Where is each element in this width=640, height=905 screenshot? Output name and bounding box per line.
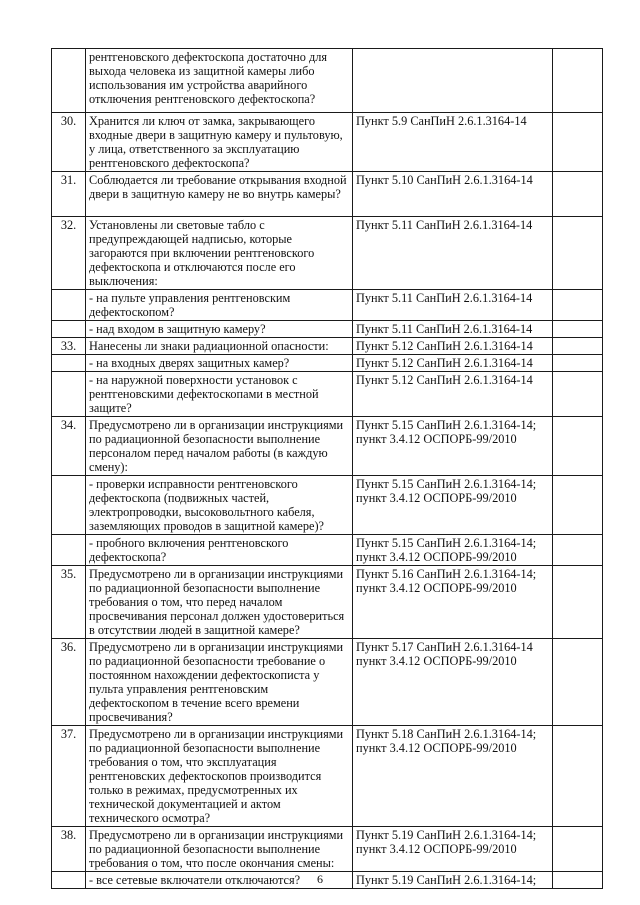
reference-text: Пункт 5.10 СанПиН 2.6.1.3164-14 <box>353 172 553 217</box>
question-text: - проверки исправности рентгеновского дефектоскопа (подвижных частей, электропроводки, высоковольтного кабеля, заземляющих проводов в защитной камере)? <box>86 476 353 535</box>
item-number: 30. <box>52 113 86 172</box>
answer-cell <box>553 172 603 217</box>
item-number <box>52 535 86 566</box>
reference-text: Пункт 5.12 СанПиН 2.6.1.3164-14 <box>353 355 553 372</box>
question-text: Предусмотрено ли в организации инструкциями по радиационной безопасности выполнение персоналом перед началом работы (в каждую смену): <box>86 417 353 476</box>
question-text: Нанесены ли знаки радиационной опасности: <box>86 338 353 355</box>
table-row <box>52 476 603 535</box>
question-text: Соблюдается ли требование открывания входной двери в защитную камеру не во внутрь камеры? <box>86 172 353 217</box>
reference-text: Пункт 5.15 СанПиН 2.6.1.3164-14; пункт 3.4.12 ОСПОРБ-99/2010 <box>353 417 553 476</box>
table-row <box>52 217 603 290</box>
answer-cell <box>553 476 603 535</box>
table-row <box>52 639 603 726</box>
item-number: 32. <box>52 217 86 290</box>
question-text: Предусмотрено ли в организации инструкциями по радиационной безопасности требование о постоянном нахождении дефектоскописта у пульта управления рентгеновским дефектоскопом в течение всего времени просвечивания? <box>86 639 353 726</box>
item-number: 37. <box>52 726 86 827</box>
question-text: - на пульте управления рентгеновским дефектоскопом? <box>86 290 353 321</box>
checklist-table <box>51 48 603 889</box>
answer-cell <box>553 113 603 172</box>
table-row <box>52 113 603 172</box>
table-row <box>52 827 603 872</box>
answer-cell <box>553 726 603 827</box>
question-text: - над входом в защитную камеру? <box>86 321 353 338</box>
question-text: рентгеновского дефектоскопа достаточно для выхода человека из защитной камеры либо использования им устройства аварийного отключения рентгеновского дефектоскопа? <box>86 49 353 113</box>
checklist-body <box>52 49 603 889</box>
question-text: Предусмотрено ли в организации инструкциями по радиационной безопасности выполнение требования о том, что после окончания смены: <box>86 827 353 872</box>
item-number <box>52 321 86 338</box>
table-row <box>52 172 603 217</box>
question-text: - все сетевые включатели отключаются? <box>86 872 353 889</box>
answer-cell <box>553 49 603 113</box>
answer-cell <box>553 321 603 338</box>
item-number <box>52 372 86 417</box>
table-row <box>52 566 603 639</box>
item-number <box>52 476 86 535</box>
answer-cell <box>553 639 603 726</box>
item-number: 35. <box>52 566 86 639</box>
answer-cell <box>553 827 603 872</box>
answer-cell <box>553 217 603 290</box>
question-text: Предусмотрено ли в организации инструкциями по радиационной безопасности выполнение требования о том, что перед началом просвечивания персонал должен удостовериться в отсутствии людей в защитной камере? <box>86 566 353 639</box>
answer-cell <box>553 290 603 321</box>
table-row <box>52 417 603 476</box>
page-number: 6 <box>317 872 323 886</box>
question-text: Предусмотрено ли в организации инструкциями по радиационной безопасности выполнение требования о том, что эксплуатация рентгеновских дефектоскопов производится только в режимах, предусмотренных их технической документацией и актом технического осмотра? <box>86 726 353 827</box>
reference-text: Пункт 5.11 СанПиН 2.6.1.3164-14 <box>353 321 553 338</box>
question-text: Хранится ли ключ от замка, закрывающего входные двери в защитную камеру и пультовую, у лица, ответственного за эксплуатацию рентгеновского дефектоскопа? <box>86 113 353 172</box>
answer-cell <box>553 417 603 476</box>
table-row <box>52 338 603 355</box>
reference-text: Пункт 5.12 СанПиН 2.6.1.3164-14 <box>353 338 553 355</box>
table-row <box>52 355 603 372</box>
item-number <box>52 49 86 113</box>
reference-text <box>353 49 553 113</box>
table-row <box>52 372 603 417</box>
item-number: 34. <box>52 417 86 476</box>
reference-text: Пункт 5.18 СанПиН 2.6.1.3164-14; пункт 3.4.12 ОСПОРБ-99/2010 <box>353 726 553 827</box>
item-number: 31. <box>52 172 86 217</box>
item-number: 38. <box>52 827 86 872</box>
question-text: - пробного включения рентгеновского дефектоскопа? <box>86 535 353 566</box>
table-row <box>52 535 603 566</box>
item-number: 33. <box>52 338 86 355</box>
reference-text: Пункт 5.19 СанПиН 2.6.1.3164-14; пункт 3.4.12 ОСПОРБ-99/2010 <box>353 827 553 872</box>
question-text: - на входных дверях защитных камер? <box>86 355 353 372</box>
table-row <box>52 290 603 321</box>
answer-cell <box>553 372 603 417</box>
reference-text: Пункт 5.11 СанПиН 2.6.1.3164-14 <box>353 217 553 290</box>
item-number: 36. <box>52 639 86 726</box>
answer-cell <box>553 566 603 639</box>
reference-text: Пункт 5.17 СанПиН 2.6.1.3164-14 пункт 3.4.12 ОСПОРБ-99/2010 <box>353 639 553 726</box>
reference-text: Пункт 5.12 СанПиН 2.6.1.3164-14 <box>353 372 553 417</box>
reference-text: Пункт 5.15 СанПиН 2.6.1.3164-14; пункт 3.4.12 ОСПОРБ-99/2010 <box>353 535 553 566</box>
question-text: Установлены ли световые табло с предупреждающей надписью, которые загораются при включении рентгеновского дефектоскопа и отключаются после его выключения: <box>86 217 353 290</box>
reference-text: Пункт 5.19 СанПиН 2.6.1.3164-14; <box>353 872 553 889</box>
question-text: - на наружной поверхности установок с рентгеновскими дефектоскопами в местной защите? <box>86 372 353 417</box>
table-row <box>52 726 603 827</box>
table-row <box>52 321 603 338</box>
answer-cell <box>553 338 603 355</box>
table-row <box>52 49 603 113</box>
answer-cell <box>553 535 603 566</box>
reference-text: Пункт 5.15 СанПиН 2.6.1.3164-14; пункт 3.4.12 ОСПОРБ-99/2010 <box>353 476 553 535</box>
reference-text: Пункт 5.11 СанПиН 2.6.1.3164-14 <box>353 290 553 321</box>
reference-text: Пункт 5.9 СанПиН 2.6.1.3164-14 <box>353 113 553 172</box>
item-number <box>52 355 86 372</box>
answer-cell <box>553 355 603 372</box>
item-number <box>52 290 86 321</box>
reference-text: Пункт 5.16 СанПиН 2.6.1.3164-14; пункт 3.4.12 ОСПОРБ-99/2010 <box>353 566 553 639</box>
